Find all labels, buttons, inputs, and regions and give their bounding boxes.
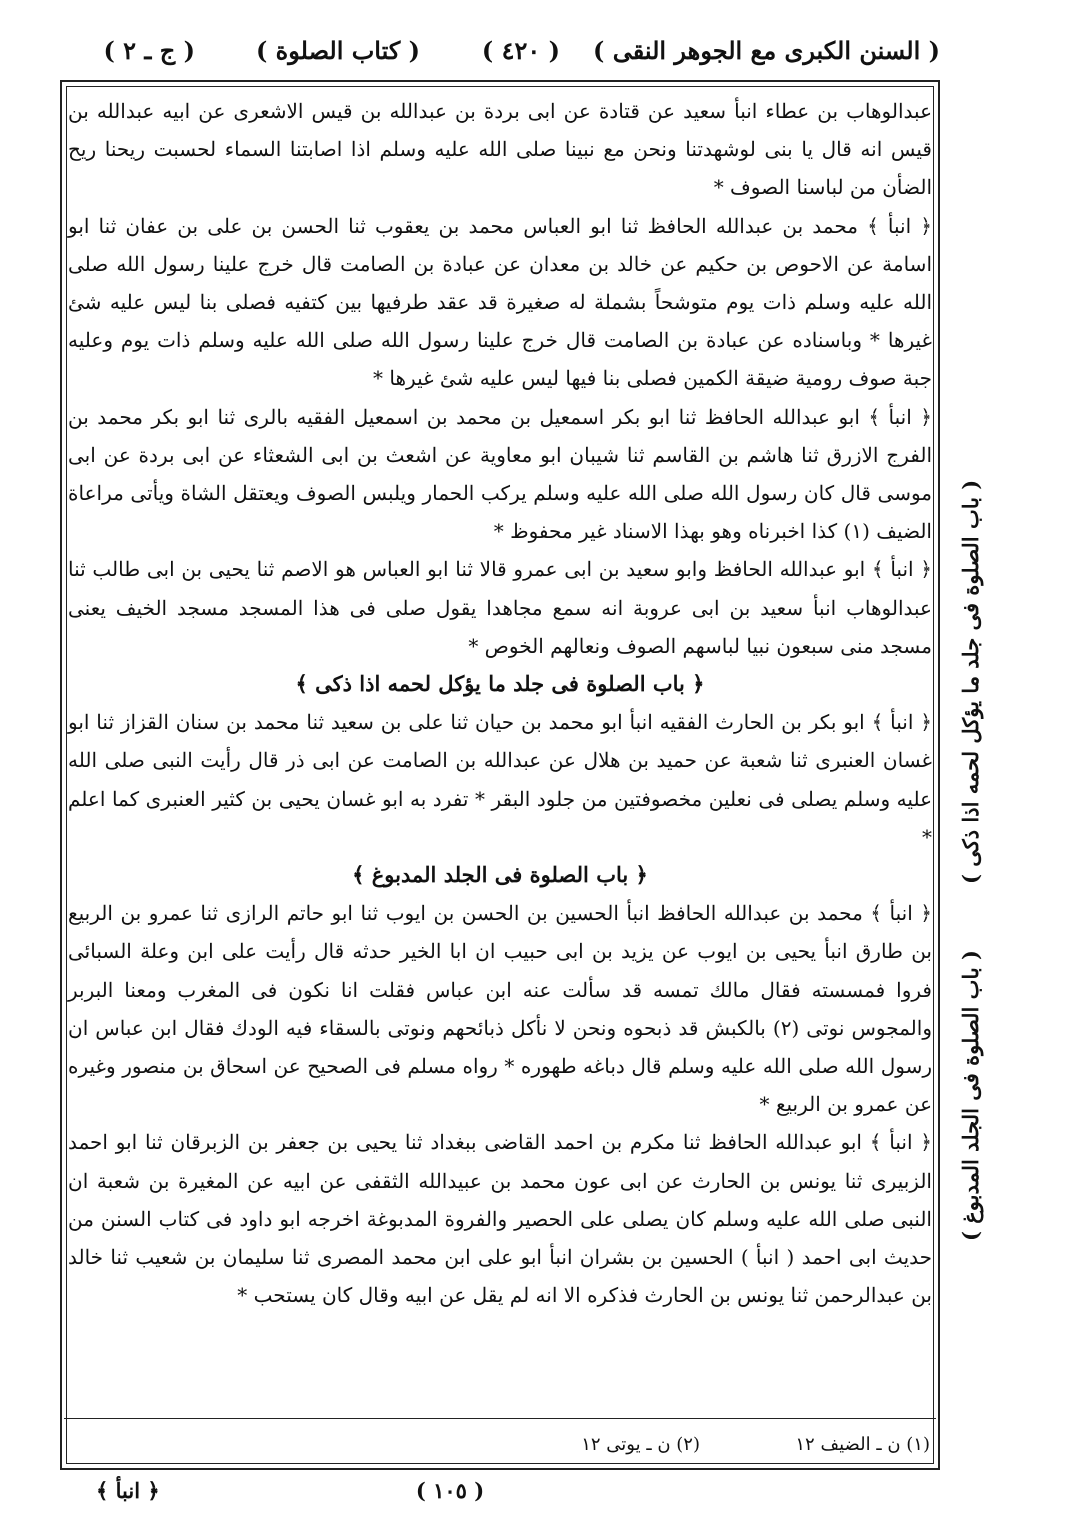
paragraph-3: ﴿ انبأ ﴾ ابو عبدالله الحافظ ثنا ابو بكر اسمعيل بن محمد بن اسمعيل الفقيه بالرى ثنا ابو بكر محمد بن الفرج الازرق ثنا هاشم بن القاسم ثنا شيبان ابو معاوية عن اشعث بن ابى الشعثاء عن ابى بردة عن ابى موسى قال كان رسول الله صلى الله عليه وسلم يركب الحمار ويلبس الصوف ويعتقل الشاة ويأتى مراعاة الضيف (١) كذا اخبرناه وهو بهذا الاسناد غير محفوظ * — [68, 404, 932, 544]
page-number: ( ٤٢٠ ) — [481, 36, 560, 65]
footnote-2: (٢) ن ـ يوتى ١٢ — [581, 1434, 700, 1455]
section-heading-2: ﴿ باب الصلوة فى الجلد المدبوغ ﴾ — [352, 862, 648, 888]
paragraph-2: ﴿ انبأ ﴾ محمد بن عبدالله الحافظ ثنا ابو العباس محمد بن يعقوب ثنا الحسن بن على بن عفان ثنا ابو اسامة عن الاحوص بن حكيم عن خالد بن معدان عن عبادة بن الصامت قال خرج علينا رسول الله صلى الله عليه وسلم ذات يوم متوشحاً بشملة له صغيرة قد عقد طرفيها بين كتفيه فصلى بنا ليس عليه شئ غيرها * وباسناده عن عبادة بن الصامت قال خرج علينا رسول الله صلى الله عليه وسلم ذات يوم وعليه جبة صوف رومية ضيقة الكمين فصلى بنا فيها ليس عليه شئ غيرها * — [68, 213, 933, 391]
folio-number: ( ١٠٥ ) — [415, 1478, 485, 1503]
chapter-title: ( كتاب الصلوة ) — [255, 36, 420, 65]
book-title: ( السنن الكبرى مع الجوهر النقى ) — [592, 36, 940, 65]
paragraph-7: ﴿ انبأ ﴾ ابو عبدالله الحافظ ثنا مكرم بن احمد القاضى ببغداد ثنا يحيى بن جعفر بن الزبرقان ثنا ابو احمد الزبيرى ثنا يونس بن الحارث عن ابى عون محمد بن عبيدالله الثقفى عن ابيه عن المغيرة بن شعبة ان النبى صلى الله عليه وسلم كان يصلى على الحصير والفروة المدبوغة اخرجه ابو داود فى كتاب السنن من حديث ابى احمد ( انبأ ) الحسين بن بشران انبأ ابو على ابن محمد المصرى ثنا سليمان بن شعيب ثنا خالد بن عبدالرحمن ثنا يونس بن الحارث فذكره الا انه لم يقل عن ابيه وقال كان يستحب * — [68, 1130, 933, 1308]
catchword: ﴿ انبأ ﴾ — [96, 1478, 160, 1503]
main-text — [68, 92, 932, 1392]
margin-note-1: ( باب الصلوة فى جلد ما يؤكل لحمه اذا ذكى ) — [958, 480, 983, 885]
paragraph-6: ﴿ انبأ ﴾ محمد بن عبدالله الحافظ انبأ الحسين بن الحسن بن ايوب ثنا ابو حاتم الرازى ثنا عمرو بن الربيع بن طارق انبأ يحيى بن ايوب عن يزيد بن ابى حبيب ان ابا الخير حدثه قال رأيت على ابن وعلة السبائى فروا فمسسته فقال مالك تمسه قد سألت عنه ابن عباس فقلت انا نكون فى المغرب ومعنا البربر والمجوس نوتى (٢) بالكبش قد ذبحوه ونحن لا نأكل ذبائحهم ونوتى بالسقاء فيه الودك فقال ابن عباس ان رسول الله صلى الله عليه وسلم قال دباغه طهوره * رواه مسلم فى الصحيح عن اسحاق بن منصور وغيره عن عمرو بن الربيع * — [68, 901, 933, 1117]
paragraph-4: ﴿ انبأ ﴾ ابو عبدالله الحافظ وابو سعيد بن ابى عمرو قالا ثنا ابو العباس هو الاصم ثنا يحيى بن ابى طالب ثنا عبدالوهاب انبأ سعيد بن ابى عروبة انه سمع مجاهدا يقول صلى فى هذا المسجد مسجد الخيف يعنى مسجد منى سبعون نبيا لباسهم الصوف ونعالهم الخوص * — [68, 557, 932, 658]
paragraph-5: ﴿ انبأ ﴾ ابو بكر بن الحارث الفقيه انبأ ابو محمد بن حيان ثنا على بن سعيد ثنا محمد بن سنان القزاز ثنا ابو غسان العنبرى ثنا شعبة عن حميد بن هلال عن عبدالله بن الصامت عن ابى ذر قال رأيت النبى صلى الله عليه وسلم يصلى فى نعلين مخصوفتين من جلود البقر * تفرد به ابو غسان يحيى بن كثير العنبرى كما اعلم * — [68, 710, 932, 849]
footnotes — [70, 1424, 930, 1464]
margin-note-2: ( باب الصلوة فى الجلد المدبوغ ) — [958, 950, 983, 1241]
section-heading-1: ﴿ باب الصلوة فى جلد ما يؤكل لحمه اذا ذكى ﴾ — [295, 671, 705, 697]
page-header — [80, 28, 940, 76]
paragraph-1: عبدالوهاب بن عطاء انبأ سعيد عن قتادة عن ابى بردة بن عبدالله بن قيس الاشعرى عن ابيه عبدالله بن قيس انه قال يا بنى لوشهدتنا ونحن مع نبينا صلى الله عليه وسلم اذا اصابتنا السماء لحسبت ريحنا ريح الضأن من لباسنا الصوف * — [68, 99, 932, 200]
footnote-divider — [64, 1418, 936, 1419]
volume-number: ( ج ـ ٢ ) — [103, 36, 195, 65]
footnote-1: (١) ن ـ الضيف ١٢ — [795, 1434, 930, 1455]
